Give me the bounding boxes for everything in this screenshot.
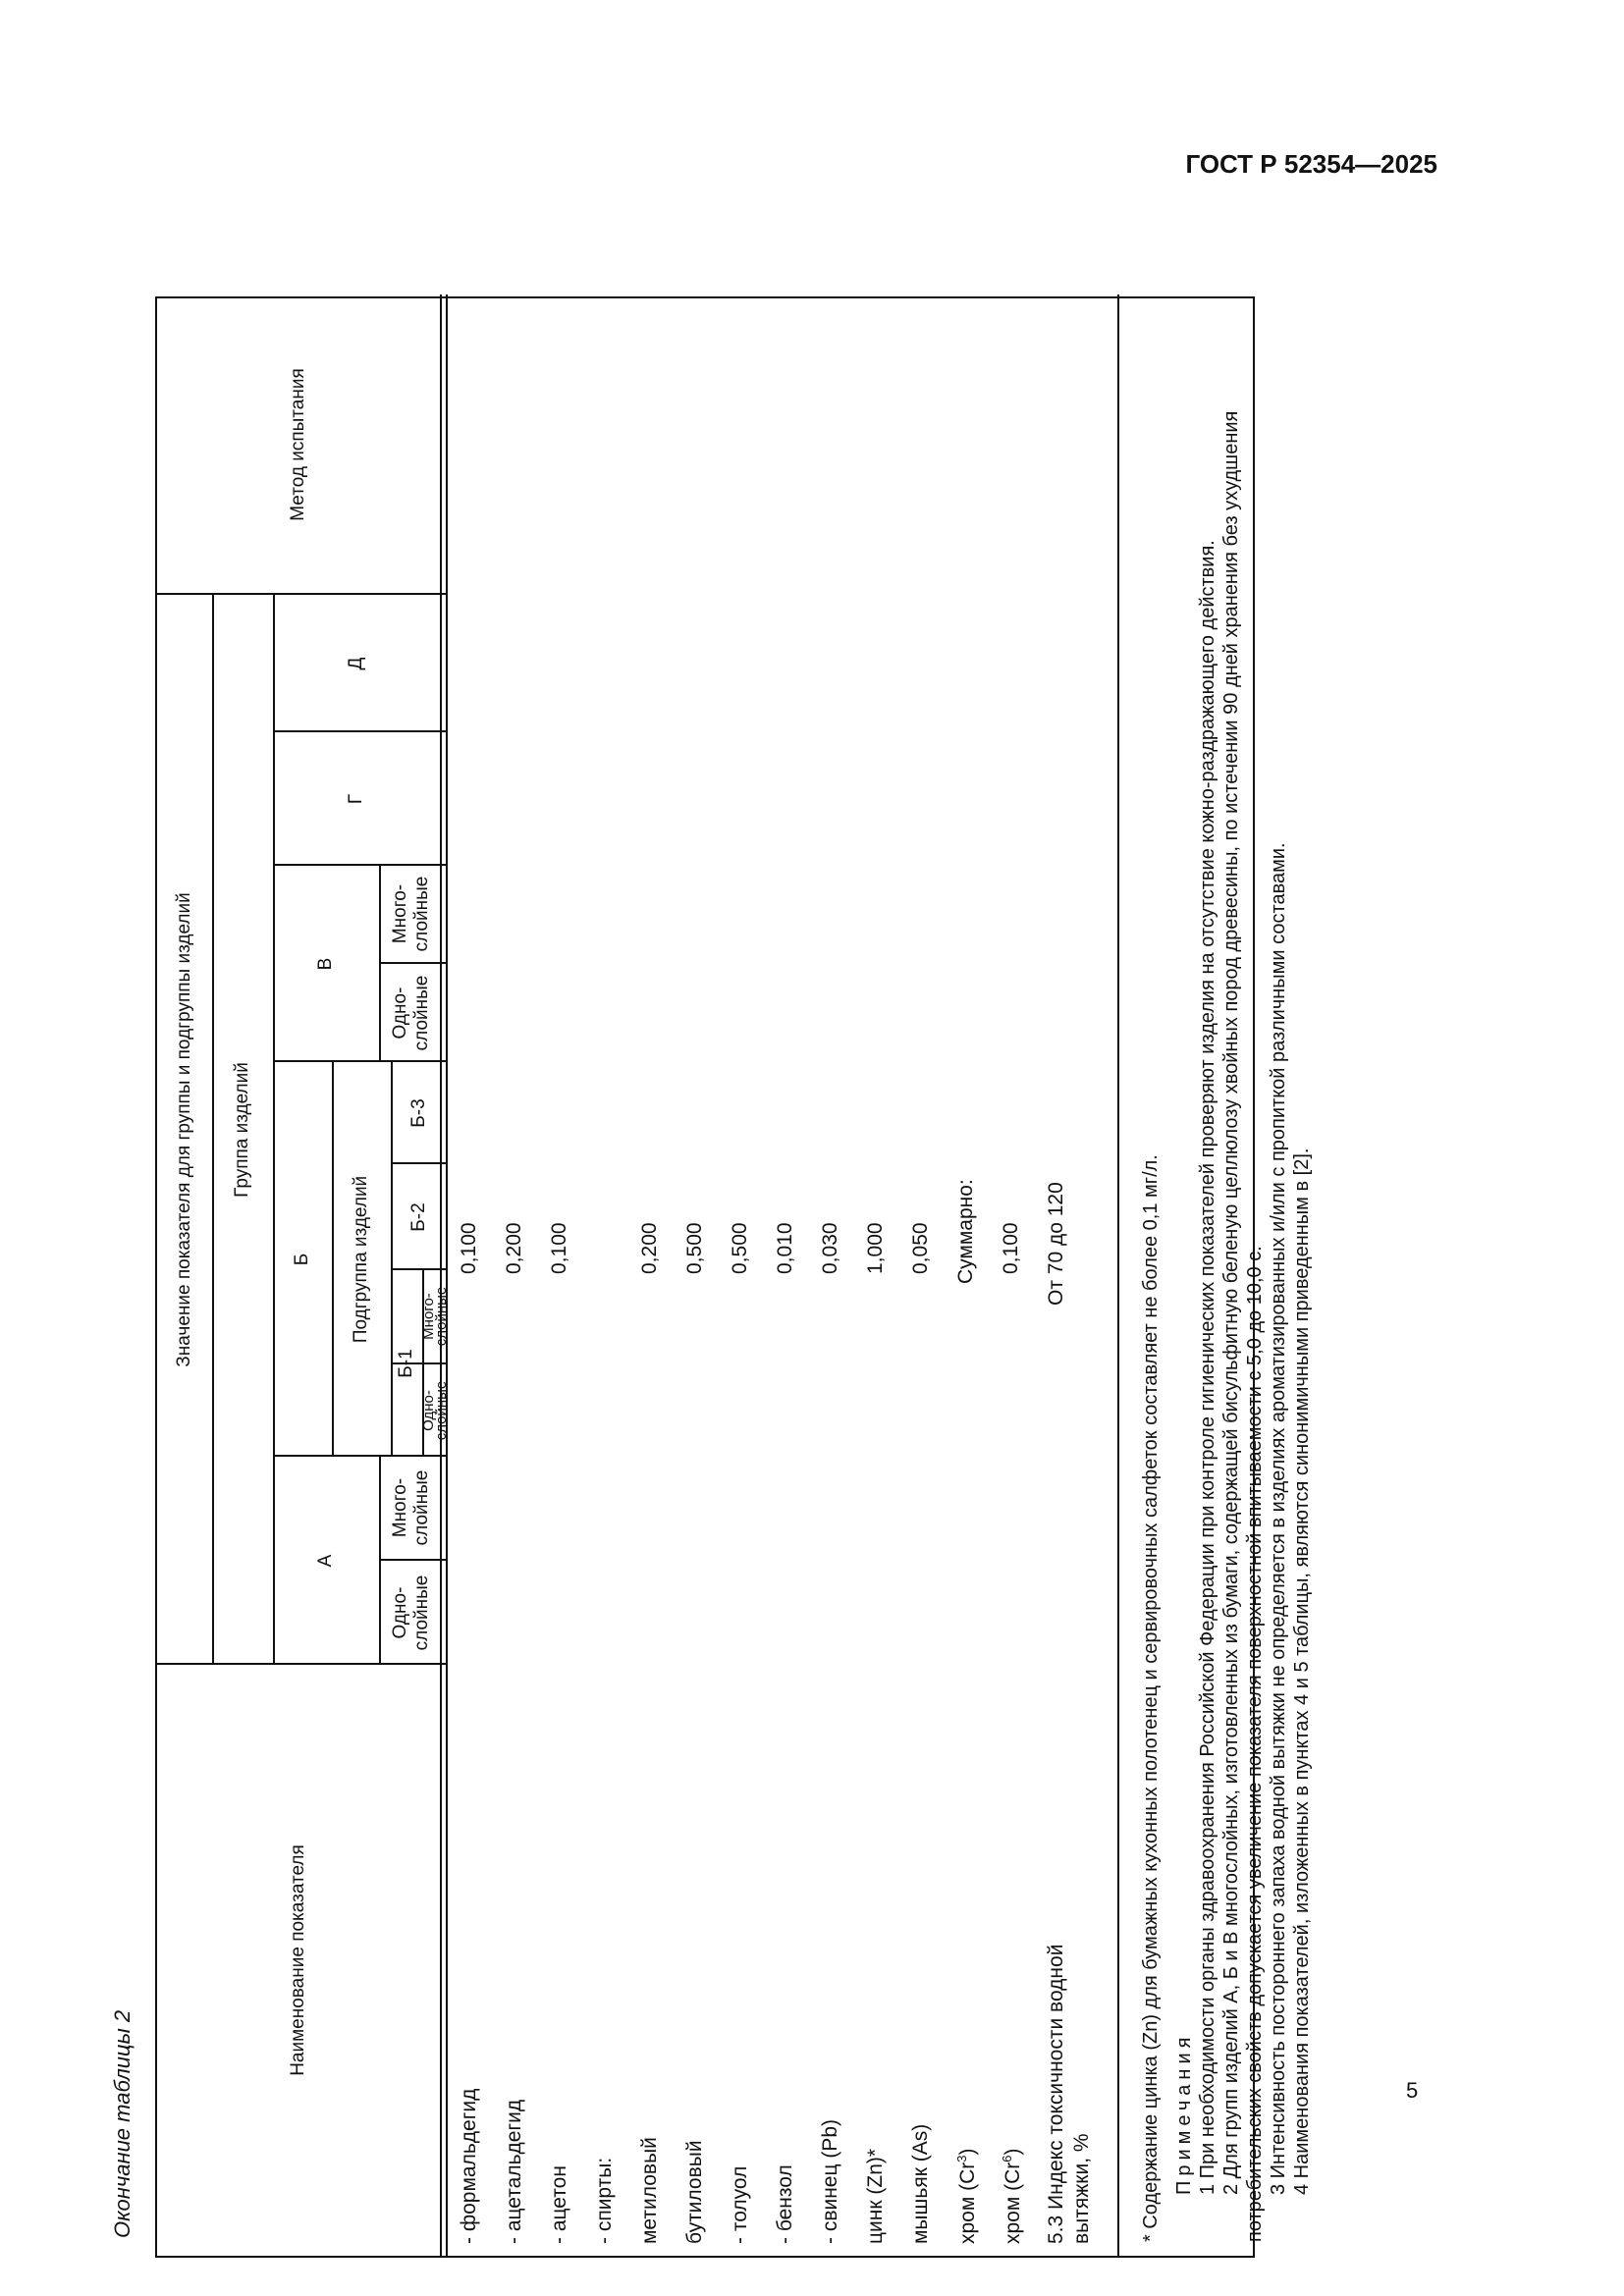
row-name: метиловый (638, 2137, 661, 2244)
value-cell: 0,100 (1000, 1222, 1022, 1274)
note-4: 4 Наименования показателей, изложенных в пунктах 4 и 5 таблицы, являются синонимичными приведенным в [2]. (1291, 1148, 1313, 2195)
method-column-header: Метод испытания (288, 368, 308, 521)
a-single-header: Одно- слойные (390, 1575, 432, 1651)
body-bottom-line (1117, 294, 1119, 2256)
a-multi-header: Много- слойные (390, 1469, 432, 1546)
chrome6-tail: ) (1001, 2148, 1024, 2156)
row-name (1000, 2148, 1025, 2244)
row-name: - свинец (Pb) (819, 2118, 841, 2244)
chrome3-sup: 3 (954, 2155, 969, 2163)
group-of-items-header: Группа изделий (232, 1062, 252, 1198)
row-name: - толуол (729, 2165, 751, 2244)
group-b-header: Б (292, 1253, 312, 1266)
value-cell: Суммарно: (954, 1179, 977, 1284)
table-notes (1139, 308, 1314, 2242)
value-cell: 1,000 (864, 1222, 887, 1274)
subgroup-b2-header: Б-2 (408, 1202, 429, 1232)
row-name: мышьяк (As) (909, 2123, 932, 2244)
b1-single-header: Одно- слойные (420, 1380, 450, 1441)
indicators-table (155, 296, 1313, 2258)
v-multi-header: Много- слойные (390, 876, 432, 952)
chrome3-tail: ) (956, 2148, 979, 2156)
note-2: 2 Для групп изделий А, Б и В многослойных, изготовленных из бумаги, содержащей бисульфитную беленую целлюлозу хвойных пород древесины, по истечении 90 дней хранения без ухудшения потребительских свойств допускается увеличение показателя поверхностной впитываемости с 5,0 до 10,0 с. (1220, 410, 1266, 2242)
row-name: бутиловый (683, 2140, 706, 2244)
rotated-page-content (106, 296, 1347, 2258)
row-name: 5.3 Индекс токсичности водной (1045, 1944, 1067, 2244)
page-number: 5 (1406, 2078, 1419, 2103)
footnote-zinc: * Содержание цинка (Zn) для бумажных кухонных полотенец и сервировочных салфеток составляет не более 0,1 мг/л. (1140, 1154, 1162, 2242)
subgroup-b1-header: Б-1 (396, 1349, 416, 1378)
row-name: - спирты: (593, 2157, 616, 2244)
value-cell: 0,500 (683, 1222, 706, 1274)
row-name: вытяжки, % (1070, 2133, 1093, 2244)
value-cell: 0,200 (638, 1222, 661, 1274)
chrome6-sup: 6 (1000, 2155, 1014, 2163)
table-caption: Окончание таблицы 2 (110, 2009, 135, 2238)
value-group-header: Значение показателя для группы и подгруппы изделий (174, 892, 194, 1367)
group-v-header: В (315, 957, 336, 971)
name-column-header: Наименование показателя (288, 1844, 308, 2076)
group-d-header: Д (346, 657, 366, 670)
value-cell: 0,200 (503, 1222, 525, 1274)
value-cell: 0,030 (819, 1222, 841, 1274)
value-cell: От 70 до 120 (1045, 1182, 1067, 1306)
group-g-header: Г (346, 793, 366, 805)
row-name: - формальдегид (458, 2088, 480, 2244)
row-name (954, 2148, 980, 2244)
value-cell: 0,050 (909, 1222, 932, 1274)
notes-title: Примечания (1173, 2032, 1195, 2195)
note-3: 3 Интенсивность постороннего запаха водной вытяжки не определяется в изделиях ароматизированных и/или с пропиткой различными составами. (1268, 842, 1289, 2195)
note-1: 1 При необходимости органы здравоохранения Российской Федерации при контроле гигиенических показателей проверяют изделия на отсутствие кожно-раздражающего действия. (1197, 540, 1218, 2195)
subgroup-b3-header: Б-3 (408, 1098, 429, 1128)
b1-multi-header: Много- слойные (420, 1286, 450, 1347)
subgroup-of-items-header: Подгруппа изделий (351, 1175, 371, 1344)
chrome6-label: хром (Cr (1001, 2162, 1024, 2244)
value-cell: 0,100 (548, 1222, 570, 1274)
row-name: цинк (Zn)* (864, 2148, 887, 2244)
v-single-header: Одно- слойные (390, 975, 432, 1051)
row-name: - ацетальдегид (503, 2099, 525, 2244)
value-cell: 0,010 (774, 1222, 796, 1274)
row-name: - ацетон (548, 2165, 570, 2244)
value-cell: 0,500 (729, 1222, 751, 1274)
group-a-header: А (315, 1554, 336, 1568)
chrome3-label: хром (Cr (956, 2162, 979, 2244)
value-cell: 0,100 (458, 1222, 480, 1274)
row-name: - бензол (774, 2164, 796, 2244)
standard-number: ГОСТ Р 52354—2025 (1185, 149, 1437, 179)
